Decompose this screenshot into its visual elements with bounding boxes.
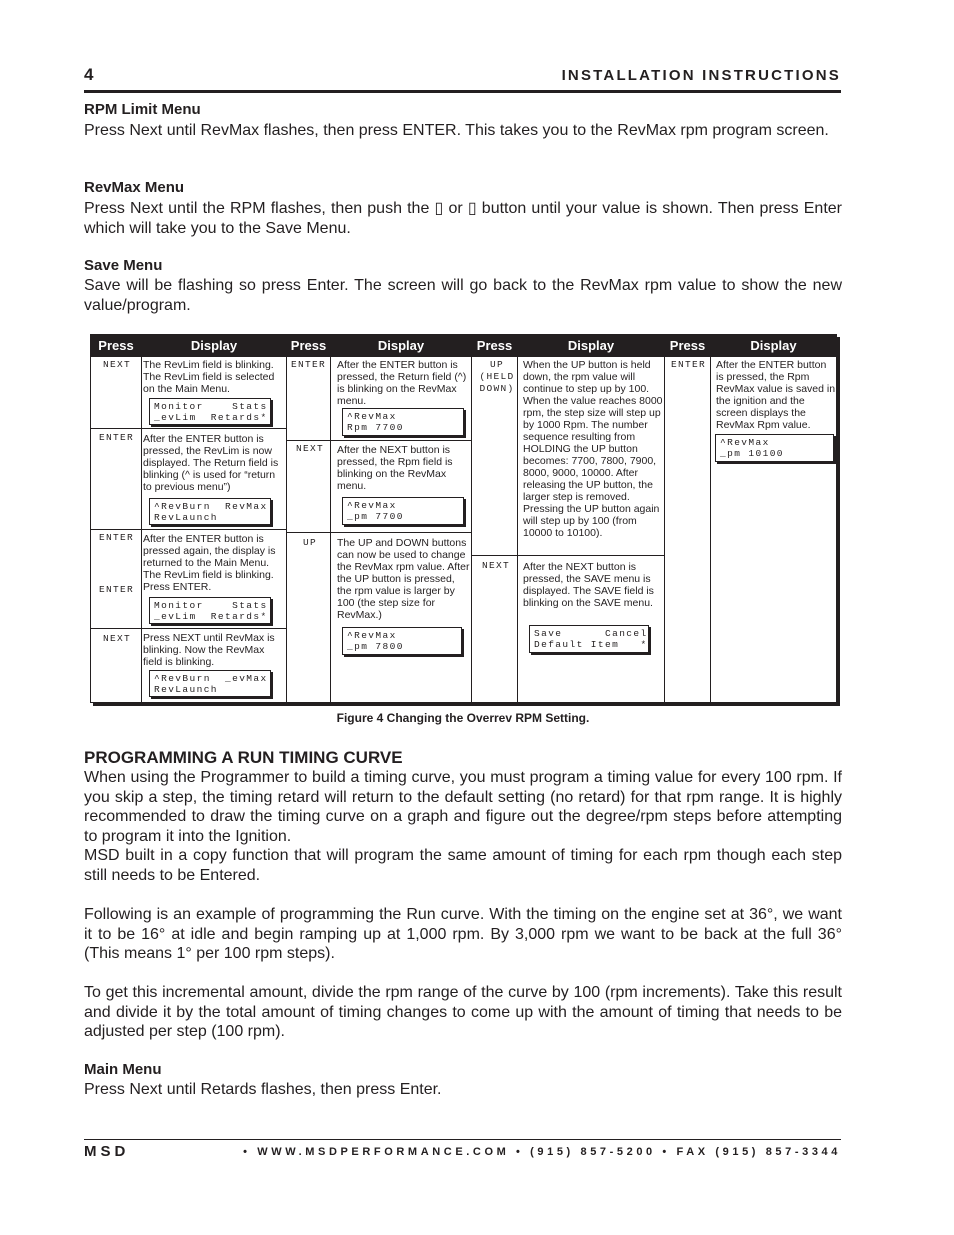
section-text: Press Next until RevMax flashes, then press ENTER. This takes you to the RevMax rpm program screen. xyxy=(84,122,829,139)
lcd-line: _evLim Retards* xyxy=(154,611,268,622)
row-divider xyxy=(287,440,472,441)
section-text: Press Next until the RPM flashes, then push the ▯ or ▯ button until your value is shown. Then press Enter which will take you to the Save Menu. xyxy=(84,200,842,237)
section-heading: RevMax Menu xyxy=(84,179,185,196)
paragraph: Following is an example of programming the Run curve. With the timing on the engine set at 36°, we want it to be 16° at idle and begin ramping up at 1,000 rpm. By 3,000 rpm we want to be back at the full 36° (This means 1° per 100 rpm steps). xyxy=(84,906,842,962)
paragraph: MSD built in a copy function that will program the same amount of timing for each rpm though each step still needs to be Entered. xyxy=(84,847,842,884)
paragraph: When using the Programmer to build a timing curve, you must program a timing value for every 100 rpm. If you skip a step, the timing retard will return to the default setting (no retard) for that rpm range. It is highly recommended to draw the timing curve on a graph and figure out the degree/rpm steps before attempting to program it into the Ignition. xyxy=(84,769,842,845)
press-label: ENTER xyxy=(291,359,327,370)
row-divider xyxy=(91,529,287,530)
column-header: Press xyxy=(287,335,330,357)
header-title: INSTALLATION INSTRUCTIONS xyxy=(561,67,841,84)
column-header: Press xyxy=(91,335,141,357)
column-header: Press xyxy=(665,335,710,357)
page-number: 4 xyxy=(84,65,94,84)
display-text: After the ENTER button is pressed, the Return field (^) is blinking on the RevMax menu. xyxy=(337,359,467,407)
lcd-line: ^RevBurn RevMax xyxy=(154,501,268,512)
display-text: When the UP button is held down, the rpm value will continue to step up by 100. When the value reaches 8000 rpm, the step size will step up by 1000 Rpm. The number sequence resulting from HOLDING the UP button becomes: 7700, 7800, 7900, 8000, 9000, 10000. After releasing the UP button, the larger step is removed. Pressing the UP button again will step up by 100 (from 10000 to 10100). xyxy=(523,359,663,539)
lcd-display xyxy=(149,670,271,697)
lcd-line: RevLaunch xyxy=(154,684,218,695)
lcd-line: _pm 7800 xyxy=(347,641,404,652)
display-text: After the NEXT button is pressed, the SAVE menu is displayed. The SAVE field is blinking on the SAVE menu. xyxy=(523,561,654,609)
footer-rule xyxy=(84,1139,841,1140)
lcd-display xyxy=(529,625,649,653)
lcd-display xyxy=(342,497,464,525)
lcd-line: Default Item * xyxy=(534,639,648,650)
section-title: PROGRAMMING A RUN TIMING CURVE xyxy=(84,748,403,767)
column-header: Display xyxy=(711,335,836,357)
row-divider xyxy=(287,532,472,533)
press-label: ENTER xyxy=(99,584,135,595)
display-text: After the ENTER button is pressed, the Rpm RevMax value is saved in the ignition and the screen displays the RevMax Rpm value. xyxy=(716,359,836,431)
display-text: After the ENTER button is pressed, the RevLim is now displayed. The Return field is blinking (^ is used for “return to previous menu”) xyxy=(143,433,279,493)
lcd-line: ^RevMax xyxy=(347,411,397,422)
lcd-line: _evLim Retards* xyxy=(154,412,268,423)
paragraph: To get this incremental amount, divide the rpm range of the curve by 100 (rpm increments). Take this result and divide it by the total amount of timing changes to come up with the amount of timing that needs to be adjusted per step (100 rpm). xyxy=(84,984,842,1040)
lcd-line: RevLaunch xyxy=(154,512,218,523)
section-text: Press Next until Retards flashes, then press Enter. xyxy=(84,1081,442,1098)
table-divider xyxy=(517,335,518,702)
table-divider xyxy=(141,335,142,702)
lcd-line: Rpm 7700 xyxy=(347,422,404,433)
table-divider xyxy=(471,335,472,702)
table-divider xyxy=(330,335,331,702)
display-text: After the ENTER button is pressed again, the display is returned to the Main Menu. The RevLim field is blinking. Press ENTER. xyxy=(143,533,276,593)
press-label-line: DOWN) xyxy=(479,383,515,394)
press-label: NEXT xyxy=(103,633,132,644)
figure-caption: Figure 4 Changing the Overrev RPM Setting. xyxy=(336,711,590,725)
lcd-line: Save Cancel xyxy=(534,628,648,639)
header-rule xyxy=(84,90,841,93)
lcd-display xyxy=(149,597,271,624)
press-label: NEXT xyxy=(482,560,511,571)
lcd-display xyxy=(715,434,834,462)
column-header: Press xyxy=(472,335,517,357)
section-heading: Save Menu xyxy=(84,257,163,274)
lcd-display xyxy=(149,498,271,525)
lcd-display xyxy=(149,398,271,425)
press-label: NEXT xyxy=(296,443,325,454)
display-text: The RevLim field is blinking. The RevLim field is selected on the Main Menu. xyxy=(143,359,275,395)
lcd-line: ^RevBurn _evMax xyxy=(154,673,268,684)
lcd-display xyxy=(342,627,462,655)
table-divider xyxy=(710,335,711,702)
lcd-display xyxy=(342,408,464,436)
press-label: ENTER xyxy=(99,432,135,443)
row-divider xyxy=(91,428,287,429)
lcd-line: ^RevMax xyxy=(347,630,397,641)
row-divider xyxy=(472,555,665,556)
display-text: Press NEXT until RevMax is blinking. Now the RevMax field is blinking. xyxy=(143,632,275,668)
figure-table xyxy=(90,334,837,703)
row-divider xyxy=(91,628,287,629)
press-label xyxy=(479,359,515,395)
lcd-line: _pm 10100 xyxy=(720,448,784,459)
press-label: UP xyxy=(303,537,318,548)
section-text: Save will be flashing so press Enter. The screen will go back to the RevMax rpm value to show the new value/program. xyxy=(84,277,842,314)
press-label-line: UP xyxy=(489,359,504,370)
press-label: ENTER xyxy=(671,359,707,370)
display-text: The UP and DOWN buttons can now be used to change the RevMax rpm value. After the UP button is pressed, the rpm value is larger by 100 (the step size for RevMax.) xyxy=(337,537,470,621)
press-label: NEXT xyxy=(103,359,132,370)
press-label-line: (HELD xyxy=(479,371,515,382)
lcd-line: ^RevMax xyxy=(720,437,770,448)
lcd-line: _pm 7700 xyxy=(347,511,404,522)
lcd-line: Monitor Stats xyxy=(154,401,268,412)
press-label: ENTER xyxy=(99,532,135,543)
display-text: After the NEXT button is pressed, the Rpm field is blinking on the RevMax menu. xyxy=(337,444,453,492)
column-header: Display xyxy=(142,335,286,357)
table-divider xyxy=(286,335,287,702)
footer-brand: MSD xyxy=(84,1143,130,1160)
section-heading: RPM Limit Menu xyxy=(84,101,201,118)
lcd-line: Monitor Stats xyxy=(154,600,268,611)
column-header: Display xyxy=(331,335,471,357)
lcd-line: ^RevMax xyxy=(347,500,397,511)
column-header: Display xyxy=(518,335,664,357)
section-heading: Main Menu xyxy=(84,1061,162,1078)
footer-contact: • WWW.MSDPERFORMANCE.COM • (915) 857-5200 • FAX (915) 857-3344 xyxy=(243,1146,841,1158)
